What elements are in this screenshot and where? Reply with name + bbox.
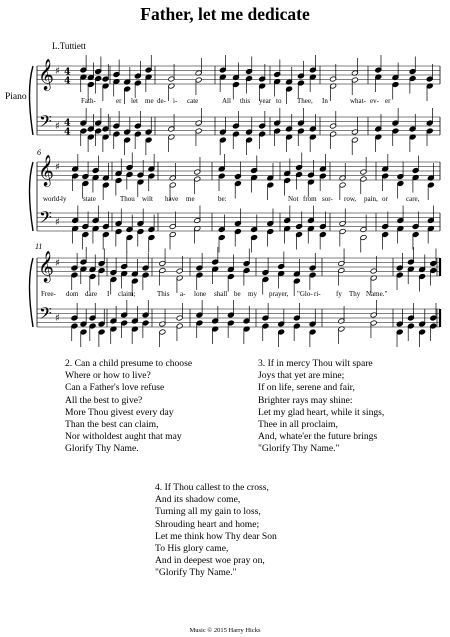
key-signature-sharp-icon: ♯ <box>55 121 60 132</box>
lyric-syllable: ly <box>61 195 67 203</box>
lyric-syllable: pain, <box>364 195 378 203</box>
lyric-syllable: Not <box>288 195 299 203</box>
verse-line: Let me think how Thy dear Son <box>155 530 277 542</box>
lyric-syllable: this <box>240 97 251 105</box>
treble-clef-icon: 𝄞 <box>38 251 54 282</box>
lyric-syllable: "Glo- <box>297 290 313 298</box>
verse-line: Turning all my gain to loss, <box>155 506 261 518</box>
lyric-syllable: row, <box>344 195 357 203</box>
lyric-syllable: be <box>234 290 241 298</box>
lyric-syllable: Thy <box>349 290 361 298</box>
lyric-syllable: be: <box>218 195 227 203</box>
time-signature-icon: 4 <box>64 66 71 78</box>
lyric-syllable: er <box>385 97 391 105</box>
bass-clef-icon: 𝄢 <box>39 207 52 231</box>
verse-line: 4. If Thou callest to the cross, <box>155 482 269 493</box>
bass-clef-icon: 𝄢 <box>39 111 52 135</box>
lyric-syllable: from <box>303 195 317 203</box>
key-signature-sharp-icon: ♯ <box>55 162 60 173</box>
lyric-syllable: care, <box>406 195 420 203</box>
verse-line: More Thou givest every day <box>65 406 174 418</box>
lyric-syllable: This <box>157 290 170 298</box>
verse-line: "Glorify Thy Name." <box>258 443 340 455</box>
lyric-syllable: Free- <box>41 290 56 298</box>
page-title: Father, let me dedicate <box>140 4 310 24</box>
time-signature-icon: 4 <box>64 75 71 87</box>
lyric-syllable: state <box>83 195 96 203</box>
verse-3 <box>258 358 384 456</box>
time-signature-icon: 4 <box>64 126 71 138</box>
lyric-syllable: year <box>259 97 272 105</box>
key-signature-sharp-icon: ♯ <box>55 258 60 269</box>
lyric-syllable: All <box>222 97 231 105</box>
verse-line: Thee in all proclaim, <box>258 419 338 431</box>
lyric-syllable: have <box>165 195 179 203</box>
lyric-syllable: prayer, <box>269 290 289 298</box>
treble-clef-icon: 𝄞 <box>38 155 54 186</box>
staff-brace-icon <box>30 162 34 231</box>
lyric-syllable: what- <box>350 97 366 105</box>
lyric-syllable: dare <box>85 290 98 298</box>
lyric-syllable: er <box>116 97 122 105</box>
lyric-syllable: ri- <box>314 290 321 298</box>
lyric-syllable: i- <box>173 97 178 105</box>
lyric-syllable: In <box>322 97 328 105</box>
time-signature-icon: 4 <box>64 117 71 129</box>
verse-line: To His glory came, <box>155 543 229 555</box>
verse-line: Where or how to live? <box>65 370 151 382</box>
lyric-syllable: cate <box>187 97 199 105</box>
staff-brace-icon <box>30 66 34 135</box>
lyric-syllable: me <box>145 97 154 105</box>
verse-line: And its shadow come, <box>155 494 241 506</box>
measure-number: 11 <box>35 242 43 251</box>
lyric-syllable: a- <box>180 290 186 298</box>
lyric-syllable: sor- <box>322 195 333 203</box>
verse-4 <box>155 482 277 580</box>
lyric-syllable: wilt <box>142 195 153 203</box>
lyric-syllable: Thee, <box>297 97 313 105</box>
verse-line: And in deepest woe pray on, <box>155 555 265 567</box>
lyric-syllable: shall <box>214 290 228 298</box>
lyric-syllable: Thou <box>120 195 135 203</box>
copyright-footer: Music © 2015 Harry Hicks <box>189 627 261 634</box>
lyric-syllable: Name." <box>366 290 388 298</box>
measure-number: 6 <box>37 148 41 157</box>
lyric-syllable: ev- <box>370 97 379 105</box>
verse-line: 3. If in mercy Thou wilt spare <box>258 358 373 369</box>
verse-line: And, whate'er the future brings <box>258 431 378 443</box>
verse-line: Than the best can claim, <box>65 419 159 431</box>
lyric-syllable: claim; <box>118 290 136 298</box>
verse-line: Joys that yet are mine; <box>258 370 345 382</box>
verse-2 <box>65 358 192 456</box>
verse-line: Glorify Thy Name. <box>65 443 139 455</box>
key-signature-sharp-icon: ♯ <box>55 66 60 77</box>
staff-brace-icon <box>30 258 34 327</box>
lyric-syllable: de- <box>157 97 166 105</box>
lyric-syllable: to <box>276 97 282 105</box>
verse-line: Brighter rays may shine: <box>258 394 353 406</box>
bass-clef-icon: 𝄢 <box>39 303 52 327</box>
verse-line: Nor witholdest aught that may <box>65 431 182 443</box>
lyric-syllable: Fath- <box>81 97 96 105</box>
key-signature-sharp-icon: ♯ <box>55 313 60 324</box>
lyric-syllable: let <box>131 97 138 105</box>
verse-line: All the best to give? <box>65 394 143 406</box>
composer-credit: L.Tuttiett <box>52 41 86 51</box>
lyric-syllable: dom <box>66 290 79 298</box>
verse-line: Shrouding heart and home; <box>155 518 260 530</box>
lyric-syllable: me <box>186 195 195 203</box>
lyric-syllable: I <box>107 290 110 298</box>
lyric-syllable: world- <box>43 195 62 203</box>
verse-line: Can a Father's love refuse <box>65 382 165 394</box>
lyric-syllable: or <box>382 195 388 203</box>
lyric-syllable: fy <box>336 290 342 298</box>
verse-line: "Glorify Thy Name." <box>155 567 237 579</box>
lyric-syllable: my <box>248 290 257 298</box>
instrument-label: Piano <box>5 92 27 102</box>
verse-line: If on life, serene and fair, <box>258 382 355 394</box>
verse-line: 2. Can a child presume to choose <box>65 358 193 369</box>
verse-line: Let my glad heart, while it sings, <box>258 406 385 418</box>
lyric-syllable: lone <box>194 290 207 298</box>
key-signature-sharp-icon: ♯ <box>55 217 60 228</box>
treble-clef-icon: 𝄞 <box>38 59 54 90</box>
